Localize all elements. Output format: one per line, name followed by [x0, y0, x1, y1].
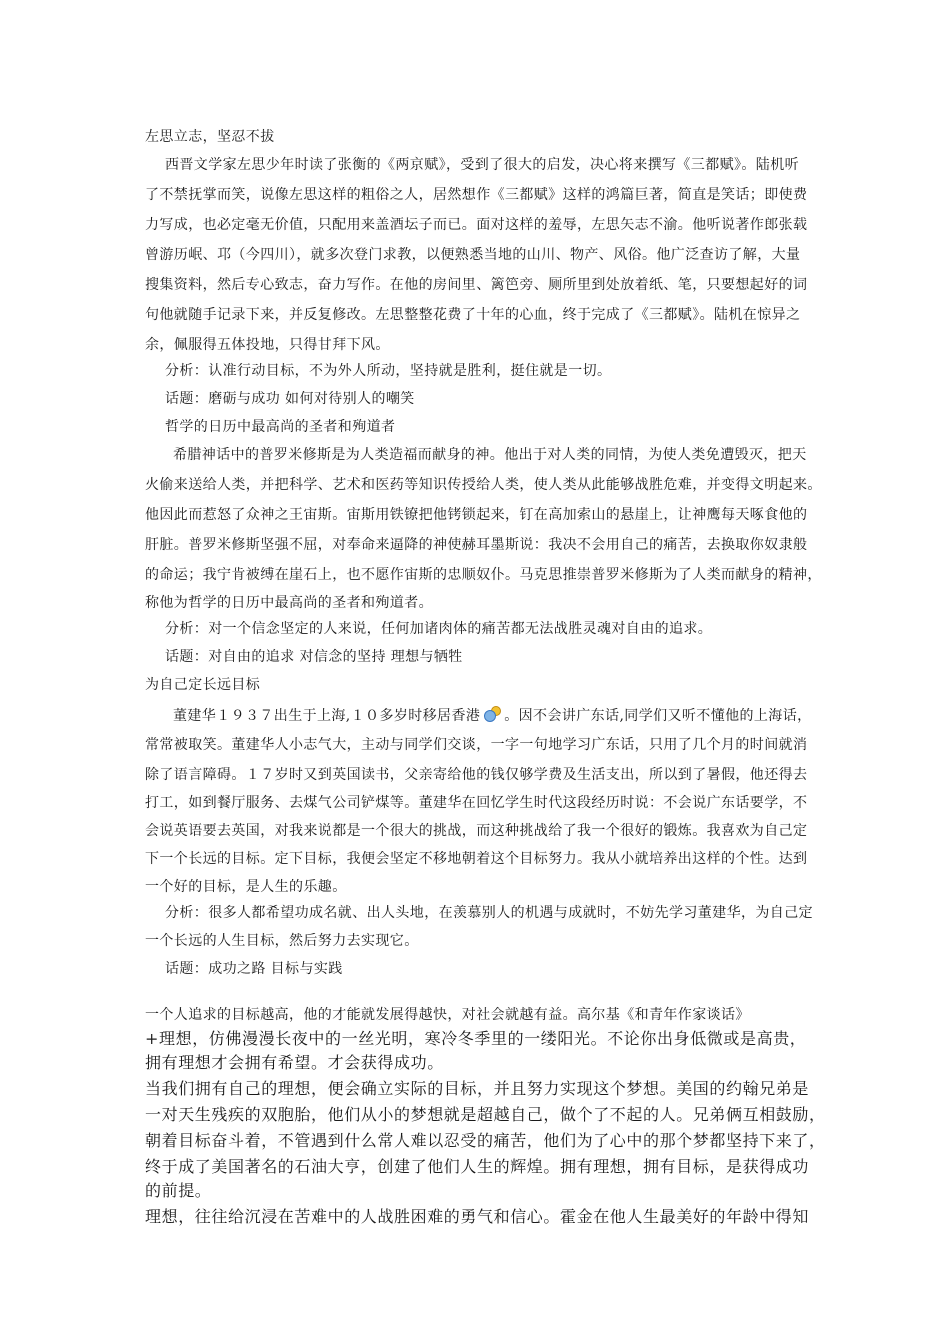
text-line-large: 终于成了美国著名的石油大亨，创建了他们人生的辉煌。拥有理想，拥有目标，是获得成功: [145, 1157, 810, 1176]
sun-cloud-icon: [482, 706, 502, 722]
text-line: 了不禁抚掌而笑，说像左思这样的粗俗之人，居然想作《三都赋》这样的鸿篇巨著，简直是笑话；即使费: [145, 187, 808, 203]
text-line-large: 朝着目标奋斗着，不管遇到什么常人难以忍受的痛苦，他们为了心中的那个梦都坚持下来了，: [145, 1131, 826, 1150]
text-line: 西晋文学家左思少年时读了张衡的《两京赋》，受到了很大的启发，决心将来撰写《三都赋》。陆机听: [165, 157, 799, 173]
text-segment: 。因不会讲广东话,同学们又听不懂他的上海话，: [504, 708, 812, 724]
text-line: 肝脏。普罗米修斯坚强不屈，对奉命来逼降的神使赫耳墨斯说：我决不会用自己的痛苦，去换取你奴隶般: [145, 537, 808, 553]
text-line: 常常被取笑。董建华人小志气大，主动与同学们交谈，一字一句地学习广东话，只用了几个月的时间就消: [145, 737, 808, 753]
text-line-large: +理想，仿佛漫漫长夜中的一丝光明，寒冷冬季里的一缕阳光。不论你出身低微或是高贵，: [145, 1029, 807, 1048]
text-line: 搜集资料，然后专心致志，奋力写作。在他的房间里、篱笆旁、厕所里到处放着纸、笔，只要想起好的词: [145, 277, 808, 293]
text-line: 一个长远的人生目标，然后努力去实现它。: [145, 933, 419, 949]
text-line: 希腊神话中的普罗米修斯是为人类造福而献身的神。他出于对人类的同情，为使人类免遭毁灭，把天: [173, 447, 807, 463]
text-line: 哲学的日历中最高尚的圣者和殉道者: [165, 419, 396, 435]
text-line: 左思立志，坚忍不拔: [145, 129, 275, 145]
text-line: 一个好的目标，是人生的乐趣。: [145, 879, 347, 895]
text-line-large: 理想，往往给沉浸在苦难中的人战胜困难的勇气和信心。霍金在他人生最美好的年龄中得知: [145, 1207, 810, 1226]
text-line: 称他为哲学的日历中最高尚的圣者和殉道者。: [145, 595, 433, 611]
text-line: [173, 706, 812, 725]
text-line: 打工，如到餐厅服务、去煤气公司铲煤等。董建华在回忆学生时代这段经历时说：不会说广东话要学，不: [145, 795, 808, 811]
text-segment: 董建华１９３７出生于上海,１０多岁时移居香港: [173, 708, 481, 724]
text-line-large: 的前提。: [145, 1181, 212, 1200]
text-line-large: 当我们拥有自己的理想，便会确立实际的目标，并且努力实现这个梦想。美国的约翰兄弟是: [145, 1079, 810, 1098]
text-line: 余，佩服得五体投地，只得甘拜下风。: [145, 337, 390, 353]
text-line-large: 一对天生残疾的双胞胎，他们从小的梦想就是超越自己，做个了不起的人。兄弟俩互相鼓励，: [145, 1105, 826, 1124]
text-line: 力写成，也必定毫无价值，只配用来盖酒坛子而已。面对这样的羞辱，左思矢志不渝。他听说著作郎张载: [145, 217, 808, 233]
text-line: 他因此而惹怒了众神之王宙斯。宙斯用铁镣把他铐锁起来，钉在高加索山的悬崖上，让神鹰每天啄食他的: [145, 507, 808, 523]
text-line: 一个人追求的目标越高，他的才能就发展得越快，对社会就越有益。高尔基《和青年作家谈话》: [145, 1007, 750, 1023]
text-line: 分析：对一个信念坚定的人来说，任何加诸肉体的痛苦都无法战胜灵魂对自由的追求。: [165, 621, 713, 637]
text-line: 火偷来送给人类，并把科学、艺术和医药等知识传授给人类，使人类从此能够战胜危难，并变得文明起来。: [145, 477, 822, 493]
text-line: 话题：成功之路 目标与实践: [165, 961, 343, 977]
text-line: 除了语言障碍。１７岁时又到英国读书，父亲寄给他的钱仅够学费及生活支出，所以到了暑假，他还得去: [145, 767, 808, 783]
text-line: 为自己定长远目标: [145, 677, 261, 693]
text-line: 句他就随手记录下来，并反复修改。左思整整花费了十年的心血，终于完成了《三都赋》。陆机在惊异之: [145, 307, 801, 323]
text-line: 会说英语要去英国，对我来说都是一个很大的挑战，而这种挑战给了我一个很好的锻炼。我喜欢为自己定: [145, 823, 808, 839]
text-line-large: 拥有理想才会拥有希望。才会获得成功。: [145, 1053, 444, 1072]
text-line: 话题：磨砺与成功 如何对待别人的嘲笑: [165, 391, 415, 407]
text-line: 的命运；我宁肯被缚在崖石上，也不愿作宙斯的忠顺奴仆。马克思推崇普罗米修斯为了人类而献身的精神，: [145, 567, 822, 583]
text-line: 分析：很多人都希望功成名就、出人头地，在羡慕别人的机遇与成就时，不妨先学习董建华，为自己定: [165, 905, 813, 921]
text-line: 下一个长远的目标。定下目标，我便会坚定不移地朝着这个目标努力。我从小就培养出这样的个性。达到: [145, 851, 808, 867]
text-line: 话题：对自由的追求 对信念的坚持 理想与牺牲: [165, 649, 463, 665]
text-line: 分析：认准行动目标，不为外人所动，坚持就是胜利，挺住就是一切。: [165, 363, 612, 379]
text-line: 曾游历岷、邛（今四川），就多次登门求教，以便熟悉当地的山川、物产、风俗。他广泛查访了解，大量: [145, 247, 801, 263]
